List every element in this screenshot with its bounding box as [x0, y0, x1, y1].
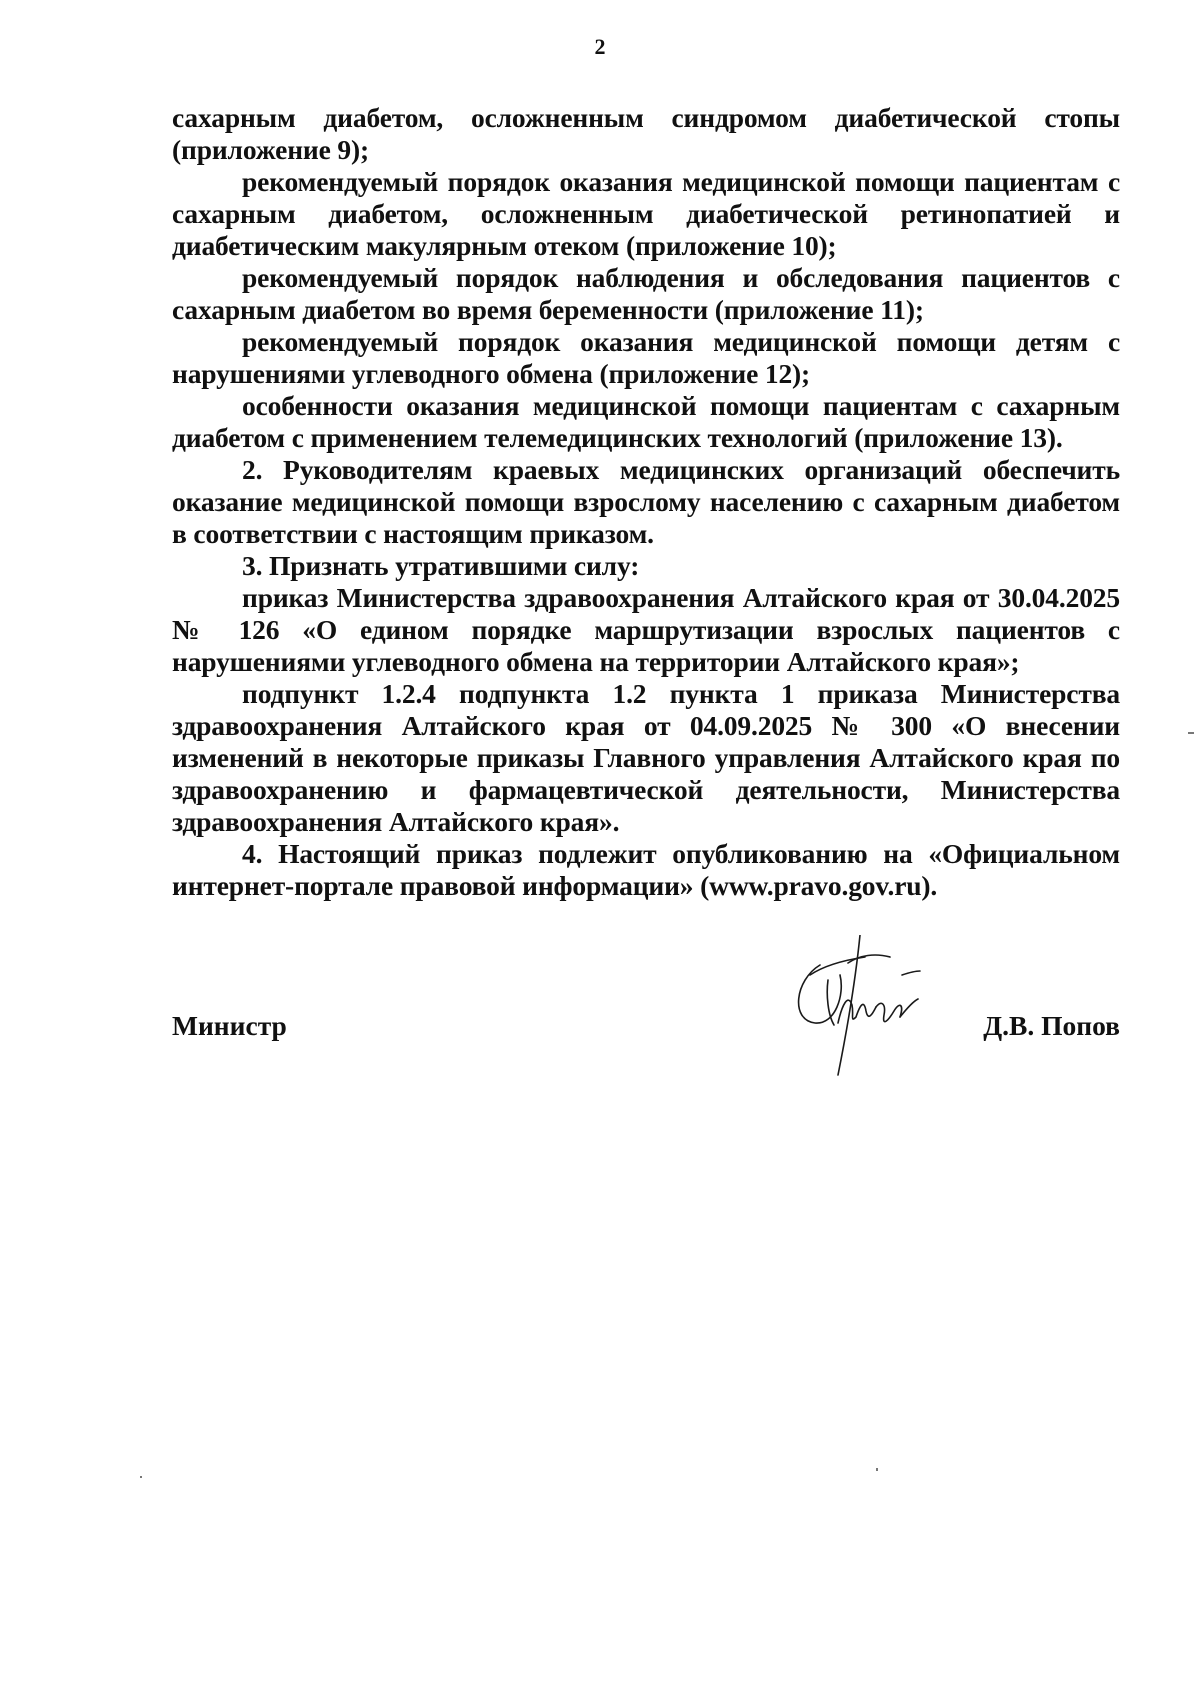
paragraph-repealed-subitem-300: подпункт 1.2.4 подпункта 1.2 пункта 1 приказа Министерства здравоохранения Алтайского края от 04.09.2025 № 300 «О внесении изменений в некоторые приказы Главного управления Алтайского края по здравоохранению и фармацевтической деятельности, Министерства здравоохранения Алтайского края».: [172, 678, 1120, 837]
document-body: [172, 102, 1120, 902]
signer-name: Д.В. Попов: [983, 1010, 1120, 1041]
paragraph-item-3: 3. Признать утратившими силу:: [242, 550, 640, 581]
paragraph-annex-11: рекомендуемый порядок наблюдения и обследования пациентов с сахарным диабетом во время беременности (приложение 11);: [172, 262, 1120, 325]
handwritten-signature: [790, 935, 930, 1085]
paragraph-annex-13: особенности оказания медицинской помощи пациентам с сахарным диабетом с применением телемедицинских технологий (приложение 13).: [172, 390, 1120, 453]
paragraph-annex-9-continuation: сахарным диабетом, осложненным синдромом диабетической стопы (приложение 9);: [172, 102, 1120, 165]
paragraph-item-2: 2. Руководителям краевых медицинских организаций обеспечить оказание медицинской помощи взрослому населению с сахарным диабетом в соответствии с настоящим приказом.: [172, 454, 1120, 549]
paragraph-annex-10: рекомендуемый порядок оказания медицинской помощи пациентам с сахарным диабетом, осложненным диабетической ретинопатией и диабетическим макулярным отеком (приложение 10);: [172, 166, 1120, 261]
paragraph-repealed-order-126: приказ Министерства здравоохранения Алтайского края от 30.04.2025 № 126 «О едином порядке маршрутизации взрослых пациентов с нарушениями углеводного обмена на территории Алтайского края»;: [172, 582, 1120, 677]
paragraph-item-4: 4. Настоящий приказ подлежит опубликованию на «Официальном интернет-портале правовой информации» (www.pravo.gov.ru).: [172, 838, 1120, 901]
page-number: 2: [594, 34, 606, 59]
signer-title: Министр: [172, 1010, 287, 1041]
scan-artifact: [140, 1476, 142, 1478]
scan-artifact: [876, 1468, 878, 1471]
scan-artifact: [1188, 732, 1194, 734]
paragraph-annex-12: рекомендуемый порядок оказания медицинской помощи детям с нарушениями углеводного обмена (приложение 12);: [172, 326, 1120, 389]
